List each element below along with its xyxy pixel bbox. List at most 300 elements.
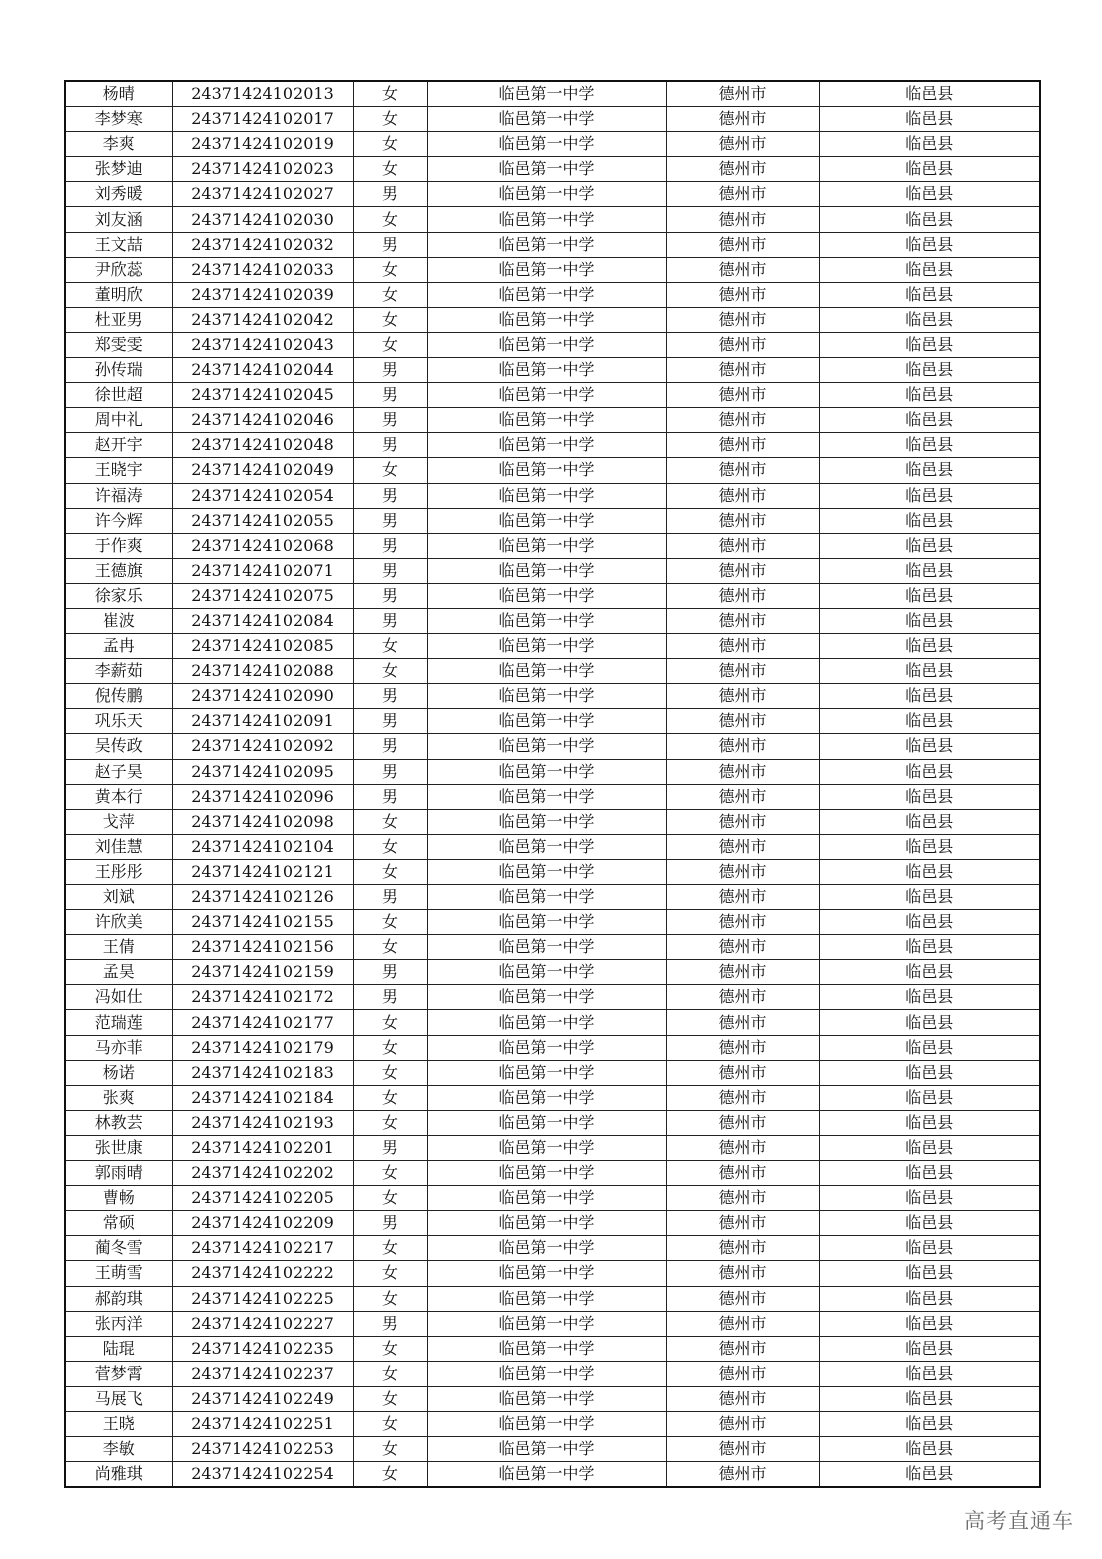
name-cell: 李爽 [65,132,172,157]
gender-cell: 女 [353,1161,427,1186]
name-cell: 杨晴 [65,81,172,107]
county-cell: 临邑县 [819,583,1040,608]
name-cell: 徐家乐 [65,583,172,608]
gender-cell: 男 [353,358,427,383]
gender-cell: 女 [353,834,427,859]
watermark-text: 高考直通车 [964,1509,1074,1533]
name-cell: 许欣美 [65,910,172,935]
county-cell: 临邑县 [819,157,1040,182]
table-row [65,734,1040,759]
id-cell: 24371424102055 [172,508,353,533]
county-cell: 临邑县 [819,684,1040,709]
gender-cell: 女 [353,458,427,483]
table-row [65,659,1040,684]
id-cell: 24371424102043 [172,332,353,357]
table-row [65,157,1040,182]
gender-cell: 男 [353,608,427,633]
school-cell: 临邑第一中学 [427,759,666,784]
city-cell: 德州市 [666,433,819,458]
school-cell: 临邑第一中学 [427,458,666,483]
table-row [65,358,1040,383]
id-cell: 24371424102235 [172,1336,353,1361]
id-cell: 24371424102225 [172,1286,353,1311]
county-cell: 临邑县 [819,1336,1040,1361]
county-cell: 临邑县 [819,433,1040,458]
school-cell: 临邑第一中学 [427,157,666,182]
table-row [65,207,1040,232]
county-cell: 临邑县 [819,182,1040,207]
gender-cell: 女 [353,634,427,659]
county-cell: 临邑县 [819,659,1040,684]
table-row [65,1462,1040,1488]
city-cell: 德州市 [666,307,819,332]
table-row [65,1286,1040,1311]
city-cell: 德州市 [666,1110,819,1135]
city-cell: 德州市 [666,483,819,508]
name-cell: 孟昊 [65,960,172,985]
gender-cell: 女 [353,257,427,282]
county-cell: 临邑县 [819,307,1040,332]
name-cell: 陆琨 [65,1336,172,1361]
school-cell: 临邑第一中学 [427,935,666,960]
gender-cell: 女 [353,1035,427,1060]
city-cell: 德州市 [666,885,819,910]
gender-cell: 女 [353,1186,427,1211]
county-cell: 临邑县 [819,1186,1040,1211]
county-cell: 临邑县 [819,107,1040,132]
id-cell: 24371424102096 [172,784,353,809]
gender-cell: 女 [353,809,427,834]
school-cell: 临邑第一中学 [427,358,666,383]
table-row [65,1010,1040,1035]
name-cell: 巩乐天 [65,709,172,734]
gender-cell: 男 [353,1135,427,1160]
county-cell: 临邑县 [819,383,1040,408]
name-cell: 吴传政 [65,734,172,759]
city-cell: 德州市 [666,458,819,483]
city-cell: 德州市 [666,1437,819,1462]
school-cell: 临邑第一中学 [427,132,666,157]
table-row [65,1236,1040,1261]
name-cell: 常硕 [65,1211,172,1236]
table-row [65,684,1040,709]
name-cell: 杜亚男 [65,307,172,332]
gender-cell: 男 [353,483,427,508]
county-cell: 临邑县 [819,834,1040,859]
table-row [65,1386,1040,1411]
table-row [65,935,1040,960]
school-cell: 临邑第一中学 [427,107,666,132]
city-cell: 德州市 [666,784,819,809]
school-cell: 临邑第一中学 [427,207,666,232]
city-cell: 德州市 [666,408,819,433]
gender-cell: 女 [353,107,427,132]
school-cell: 临邑第一中学 [427,332,666,357]
name-cell: 李敏 [65,1437,172,1462]
school-cell: 临邑第一中学 [427,533,666,558]
table-row [65,583,1040,608]
school-cell: 临邑第一中学 [427,1462,666,1488]
name-cell: 张世康 [65,1135,172,1160]
gender-cell: 男 [353,433,427,458]
table-row [65,985,1040,1010]
table-row [65,1060,1040,1085]
name-cell: 孙传瑞 [65,358,172,383]
school-cell: 临邑第一中学 [427,608,666,633]
id-cell: 24371424102044 [172,358,353,383]
city-cell: 德州市 [666,1135,819,1160]
city-cell: 德州市 [666,809,819,834]
gender-cell: 女 [353,910,427,935]
city-cell: 德州市 [666,985,819,1010]
name-cell: 王德旗 [65,558,172,583]
name-cell: 刘佳慧 [65,834,172,859]
city-cell: 德州市 [666,834,819,859]
table-row [65,257,1040,282]
county-cell: 临邑县 [819,207,1040,232]
name-cell: 张梦迪 [65,157,172,182]
county-cell: 临邑县 [819,1060,1040,1085]
gender-cell: 女 [353,207,427,232]
gender-cell: 女 [353,1411,427,1436]
table-row [65,960,1040,985]
county-cell: 临邑县 [819,232,1040,257]
gender-cell: 女 [353,659,427,684]
name-cell: 董明欣 [65,282,172,307]
school-cell: 临邑第一中学 [427,910,666,935]
gender-cell: 男 [353,684,427,709]
city-cell: 德州市 [666,634,819,659]
name-cell: 赵子昊 [65,759,172,784]
county-cell: 临邑县 [819,935,1040,960]
id-cell: 24371424102045 [172,383,353,408]
gender-cell: 女 [353,1336,427,1361]
name-cell: 杨诺 [65,1060,172,1085]
gender-cell: 女 [353,1386,427,1411]
table-row [65,282,1040,307]
school-cell: 临邑第一中学 [427,257,666,282]
gender-cell: 男 [353,784,427,809]
city-cell: 德州市 [666,1035,819,1060]
school-cell: 临邑第一中学 [427,1161,666,1186]
county-cell: 临邑县 [819,960,1040,985]
school-cell: 临邑第一中学 [427,634,666,659]
table-row [65,483,1040,508]
table-row [65,1361,1040,1386]
county-cell: 临邑县 [819,408,1040,433]
name-cell: 许福涛 [65,483,172,508]
id-cell: 24371424102249 [172,1386,353,1411]
table-row [65,1186,1040,1211]
table-row [65,458,1040,483]
city-cell: 德州市 [666,1211,819,1236]
gender-cell: 女 [353,1437,427,1462]
county-cell: 临邑县 [819,910,1040,935]
gender-cell: 女 [353,1361,427,1386]
table-row [65,332,1040,357]
id-cell: 24371424102091 [172,709,353,734]
id-cell: 24371424102183 [172,1060,353,1085]
school-cell: 临邑第一中学 [427,734,666,759]
gender-cell: 男 [353,960,427,985]
county-cell: 临邑县 [819,709,1040,734]
school-cell: 临邑第一中学 [427,1386,666,1411]
id-cell: 24371424102156 [172,935,353,960]
name-cell: 赵开宇 [65,433,172,458]
gender-cell: 女 [353,1462,427,1488]
city-cell: 德州市 [666,1386,819,1411]
id-cell: 24371424102046 [172,408,353,433]
name-cell: 周中礼 [65,408,172,433]
table-row [65,809,1040,834]
gender-cell: 女 [353,859,427,884]
county-cell: 临邑县 [819,358,1040,383]
gender-cell: 女 [353,307,427,332]
id-cell: 24371424102068 [172,533,353,558]
city-cell: 德州市 [666,282,819,307]
table-row [65,182,1040,207]
school-cell: 临邑第一中学 [427,784,666,809]
city-cell: 德州市 [666,1261,819,1286]
county-cell: 临邑县 [819,734,1040,759]
name-cell: 孟冉 [65,634,172,659]
id-cell: 24371424102033 [172,257,353,282]
id-cell: 24371424102019 [172,132,353,157]
city-cell: 德州市 [666,358,819,383]
school-cell: 临邑第一中学 [427,232,666,257]
county-cell: 临邑县 [819,985,1040,1010]
city-cell: 德州市 [666,332,819,357]
name-cell: 尹欣蕊 [65,257,172,282]
gender-cell: 女 [353,332,427,357]
table-row [65,634,1040,659]
name-cell: 菅梦霄 [65,1361,172,1386]
county-cell: 临邑县 [819,1311,1040,1336]
school-cell: 临邑第一中学 [427,1437,666,1462]
gender-cell: 女 [353,935,427,960]
table-row [65,608,1040,633]
id-cell: 24371424102075 [172,583,353,608]
table-row [65,1161,1040,1186]
gender-cell: 男 [353,709,427,734]
county-cell: 临邑县 [819,885,1040,910]
gender-cell: 男 [353,985,427,1010]
school-cell: 临邑第一中学 [427,1411,666,1436]
city-cell: 德州市 [666,232,819,257]
city-cell: 德州市 [666,1060,819,1085]
id-cell: 24371424102205 [172,1186,353,1211]
table-row [65,433,1040,458]
name-cell: 李薪茹 [65,659,172,684]
city-cell: 德州市 [666,684,819,709]
city-cell: 德州市 [666,1010,819,1035]
gender-cell: 男 [353,383,427,408]
gender-cell: 男 [353,232,427,257]
school-cell: 临邑第一中学 [427,1110,666,1135]
gender-cell: 男 [353,734,427,759]
gender-cell: 女 [353,1236,427,1261]
county-cell: 临邑县 [819,759,1040,784]
county-cell: 临邑县 [819,1211,1040,1236]
name-cell: 李梦寒 [65,107,172,132]
id-cell: 24371424102042 [172,307,353,332]
id-cell: 24371424102032 [172,232,353,257]
school-cell: 临邑第一中学 [427,1186,666,1211]
table-body [65,81,1040,1487]
county-cell: 临邑县 [819,1161,1040,1186]
school-cell: 临邑第一中学 [427,1261,666,1286]
county-cell: 临邑县 [819,1135,1040,1160]
table-row [65,1085,1040,1110]
table-row [65,1211,1040,1236]
city-cell: 德州市 [666,583,819,608]
county-cell: 临邑县 [819,1411,1040,1436]
id-cell: 24371424102039 [172,282,353,307]
id-cell: 24371424102085 [172,634,353,659]
city-cell: 德州市 [666,107,819,132]
id-cell: 24371424102030 [172,207,353,232]
name-cell: 冯如仕 [65,985,172,1010]
county-cell: 临邑县 [819,1361,1040,1386]
county-cell: 临邑县 [819,458,1040,483]
county-cell: 临邑县 [819,634,1040,659]
id-cell: 24371424102179 [172,1035,353,1060]
id-cell: 24371424102049 [172,458,353,483]
id-cell: 24371424102023 [172,157,353,182]
name-cell: 于作爽 [65,533,172,558]
city-cell: 德州市 [666,709,819,734]
city-cell: 德州市 [666,608,819,633]
county-cell: 临邑县 [819,533,1040,558]
school-cell: 临邑第一中学 [427,1035,666,1060]
table-row [65,107,1040,132]
id-cell: 24371424102054 [172,483,353,508]
city-cell: 德州市 [666,508,819,533]
city-cell: 德州市 [666,1311,819,1336]
gender-cell: 女 [353,282,427,307]
id-cell: 24371424102084 [172,608,353,633]
county-cell: 临邑县 [819,282,1040,307]
school-cell: 临邑第一中学 [427,307,666,332]
school-cell: 临邑第一中学 [427,809,666,834]
school-cell: 临邑第一中学 [427,885,666,910]
id-cell: 24371424102095 [172,759,353,784]
table-row [65,910,1040,935]
gender-cell: 女 [353,1060,427,1085]
gender-cell: 男 [353,508,427,533]
county-cell: 临邑县 [819,1010,1040,1035]
table-row [65,232,1040,257]
city-cell: 德州市 [666,207,819,232]
id-cell: 24371424102253 [172,1437,353,1462]
name-cell: 郝韵琪 [65,1286,172,1311]
id-cell: 24371424102104 [172,834,353,859]
id-cell: 24371424102090 [172,684,353,709]
name-cell: 倪传鹏 [65,684,172,709]
id-cell: 24371424102121 [172,859,353,884]
id-cell: 24371424102048 [172,433,353,458]
id-cell: 24371424102209 [172,1211,353,1236]
school-cell: 临邑第一中学 [427,1336,666,1361]
table-row [65,307,1040,332]
city-cell: 德州市 [666,960,819,985]
city-cell: 德州市 [666,1186,819,1211]
gender-cell: 女 [353,1010,427,1035]
school-cell: 临邑第一中学 [427,985,666,1010]
table-row [65,533,1040,558]
name-cell: 许今辉 [65,508,172,533]
city-cell: 德州市 [666,1462,819,1488]
name-cell: 王晓宇 [65,458,172,483]
city-cell: 德州市 [666,734,819,759]
name-cell: 马亦菲 [65,1035,172,1060]
county-cell: 临邑县 [819,332,1040,357]
gender-cell: 女 [353,1110,427,1135]
school-cell: 临邑第一中学 [427,81,666,107]
gender-cell: 男 [353,558,427,583]
id-cell: 24371424102098 [172,809,353,834]
school-cell: 临邑第一中学 [427,558,666,583]
id-cell: 24371424102251 [172,1411,353,1436]
gender-cell: 男 [353,182,427,207]
county-cell: 临邑县 [819,859,1040,884]
school-cell: 临邑第一中学 [427,383,666,408]
school-cell: 临邑第一中学 [427,684,666,709]
county-cell: 临邑县 [819,1386,1040,1411]
table-row [65,558,1040,583]
table-row [65,1135,1040,1160]
table-row [65,1261,1040,1286]
city-cell: 德州市 [666,132,819,157]
name-cell: 刘友涵 [65,207,172,232]
city-cell: 德州市 [666,1286,819,1311]
name-cell: 崔波 [65,608,172,633]
name-cell: 徐世超 [65,383,172,408]
table-row [65,834,1040,859]
school-cell: 临邑第一中学 [427,182,666,207]
table-row [65,1311,1040,1336]
name-cell: 张爽 [65,1085,172,1110]
id-cell: 24371424102222 [172,1261,353,1286]
table-row [65,1035,1040,1060]
county-cell: 临邑县 [819,483,1040,508]
name-cell: 林教芸 [65,1110,172,1135]
table-row [65,1110,1040,1135]
city-cell: 德州市 [666,1236,819,1261]
table-row [65,81,1040,107]
city-cell: 德州市 [666,1161,819,1186]
name-cell: 范瑞莲 [65,1010,172,1035]
gender-cell: 女 [353,1286,427,1311]
gender-cell: 男 [353,759,427,784]
school-cell: 临邑第一中学 [427,508,666,533]
name-cell: 戈萍 [65,809,172,834]
table-row [65,859,1040,884]
city-cell: 德州市 [666,533,819,558]
school-cell: 临邑第一中学 [427,1236,666,1261]
table-row [65,1411,1040,1436]
id-cell: 24371424102254 [172,1462,353,1488]
school-cell: 临邑第一中学 [427,960,666,985]
name-cell: 马展飞 [65,1386,172,1411]
name-cell: 张丙洋 [65,1311,172,1336]
id-cell: 24371424102071 [172,558,353,583]
id-cell: 24371424102201 [172,1135,353,1160]
school-cell: 临邑第一中学 [427,859,666,884]
table-row [65,132,1040,157]
county-cell: 临邑县 [819,508,1040,533]
city-cell: 德州市 [666,558,819,583]
